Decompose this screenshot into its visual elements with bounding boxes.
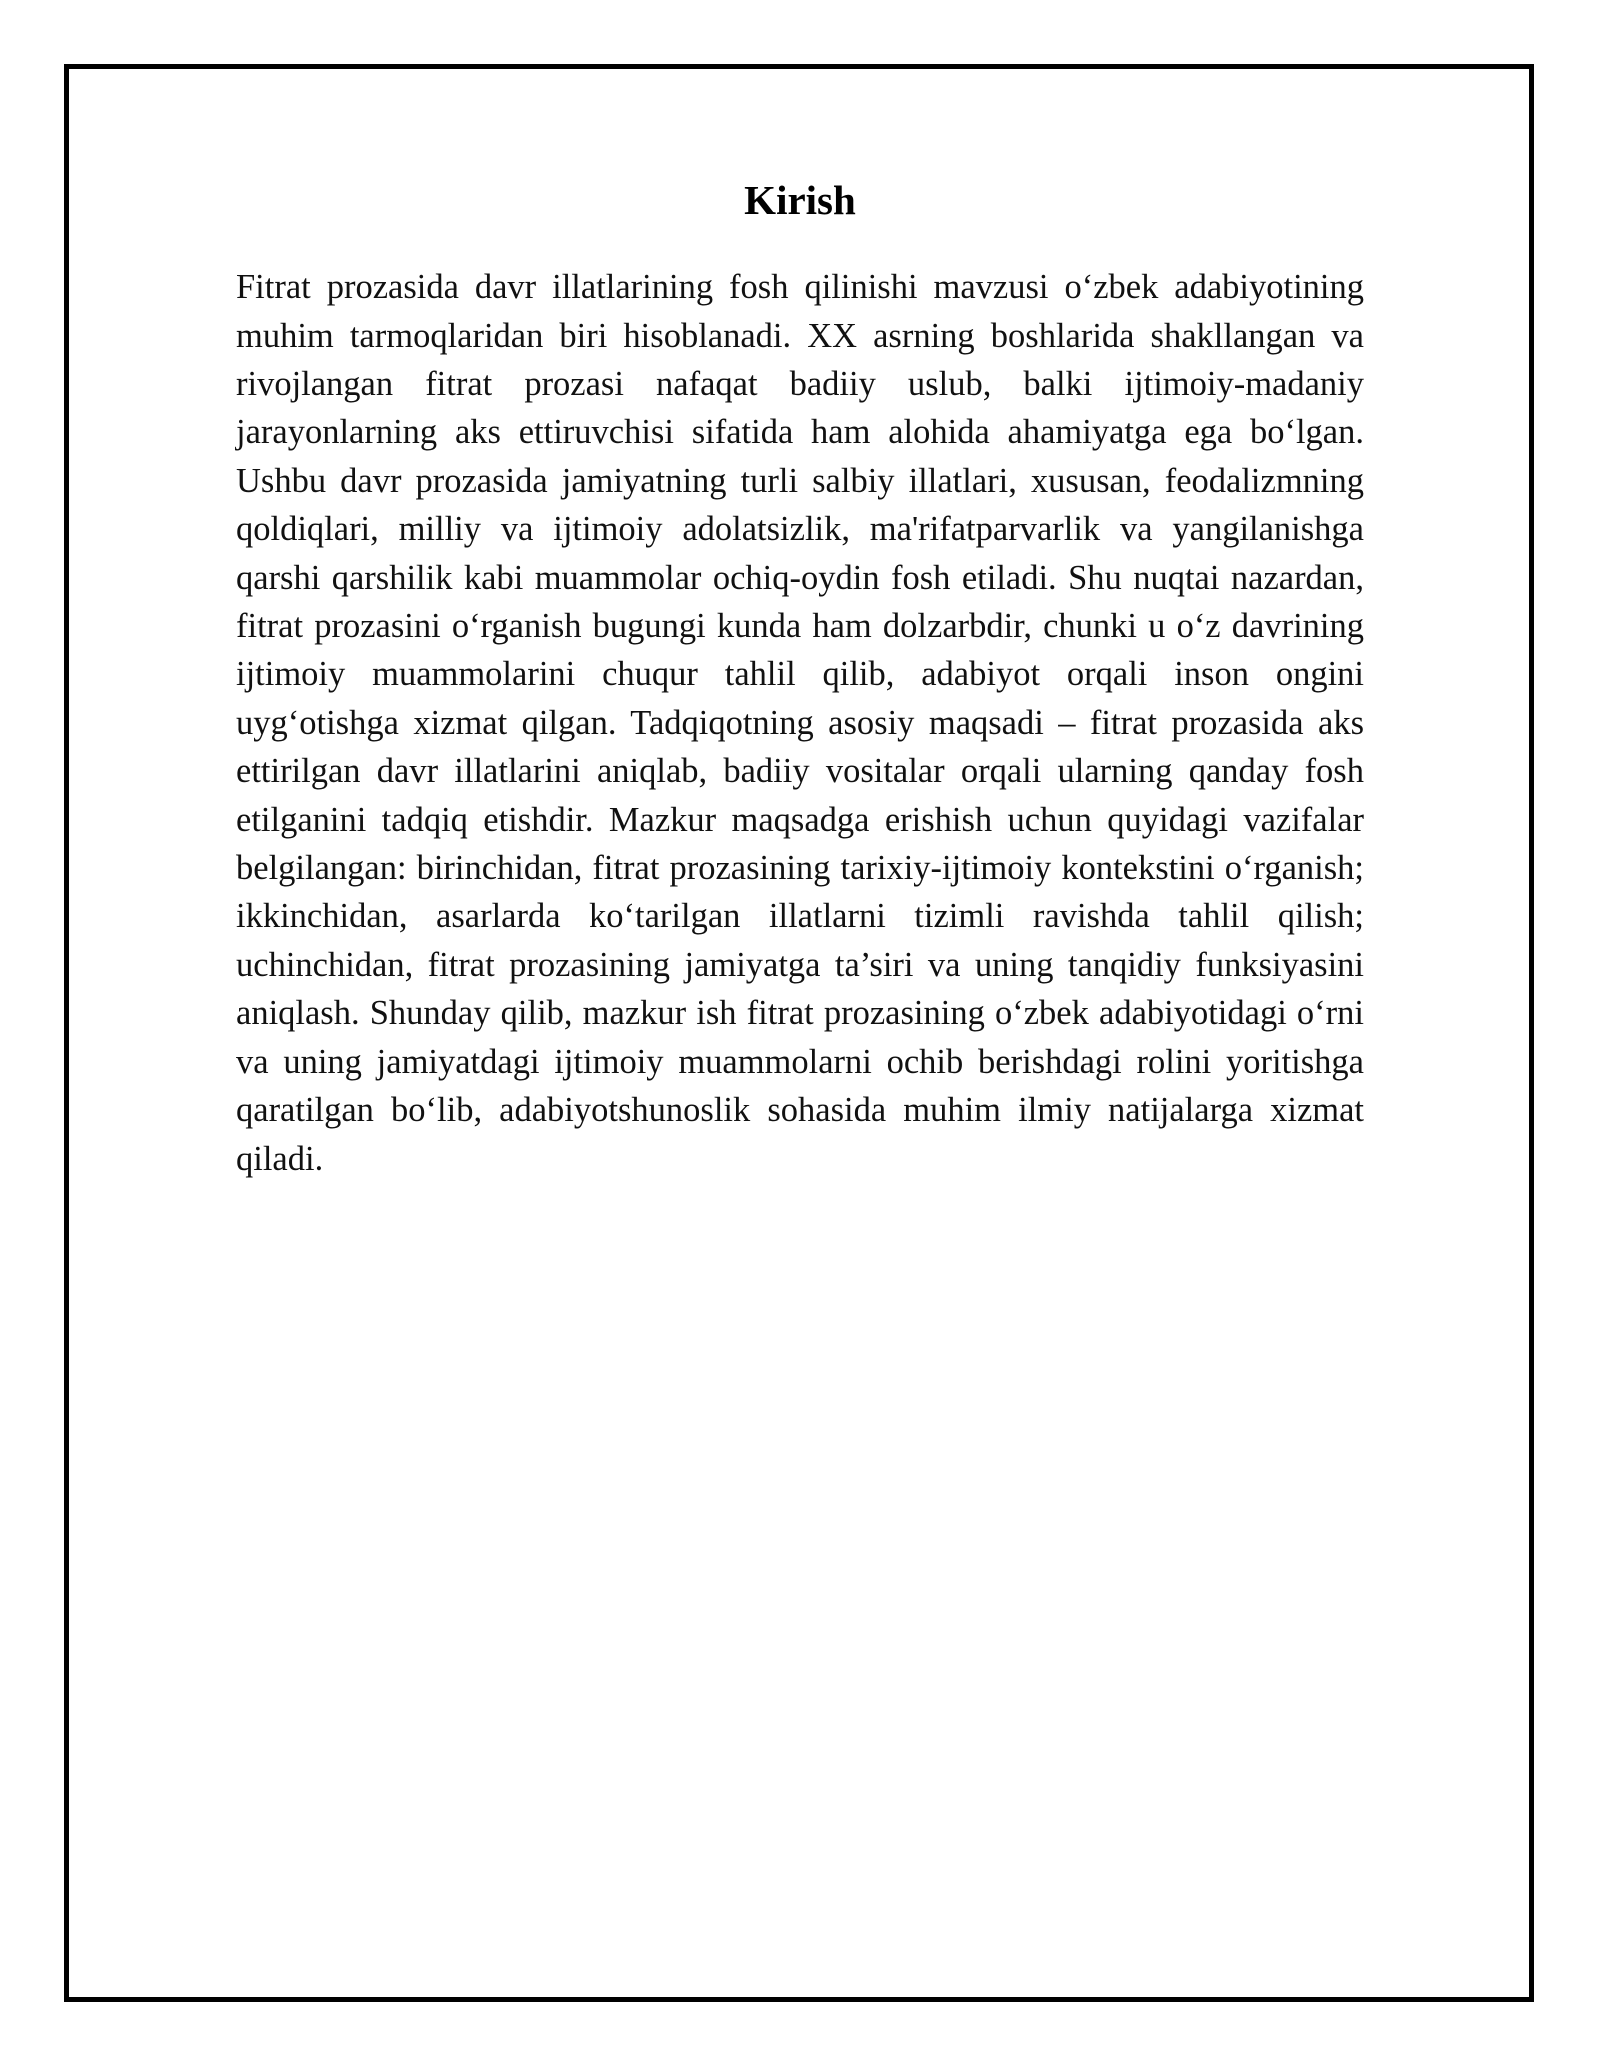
page-title: Kirish [744,177,856,223]
body-paragraph: Fitrat prozasida davr illatlarining fosh qilinishi mavzusi o‘zbek adabiyotining muhim tarmoqlaridan biri hisoblanadi. XX asrning boshlarida shakllangan va rivojlangan fitrat prozasi nafaqat badiiy uslub, balki ijtimoiy-madaniy jarayonlarning aks ettiruvchisi sifatida ham alohida ahamiyatga ega bo‘lgan. Ushbu davr prozasida jamiyatning turli salbiy illatlari, xususan, feodalizmning qoldiqlari, milliy va ijtimoiy adolatsizlik, ma'rifatparvarlik va yangilanishga qarshi qarshilik kabi muammolar ochiq-oydin fosh etiladi. Shu nuqtai nazardan, fitrat prozasini o‘rganish bugungi kunda ham dolzarbdir, chunki u o‘z davrining ijtimoiy muammolarini chuqur tahlil qilib, adabiyot orqali inson ongini uyg‘otishga xizmat qilgan. Tadqiqotning asosiy maqsadi – fitrat prozasida aks ettirilgan davr illatlarini aniqlab, badiiy vositalar orqali ularning qanday fosh etilganini tadqiq etishdir. Mazkur maqsadga erishish uchun quyidagi vazifalar belgilangan: birinchidan, fitrat prozasining tarixiy-ijtimoiy kontekstini o‘rganish; ikkinchidan, asarlarda ko‘tarilgan illatlarni tizimli ravishda tahlil qilish; uchinchidan, fitrat prozasining jamiyatga ta’siri va uning tanqidiy funksiyasini aniqlash. Shunday qilib, mazkur ish fitrat prozasining o‘zbek adabiyotidagi o‘rni va uning jamiyatdagi ijtimoiy muammolarni ochib berishdagi rolini yoritishga qaratilgan bo‘lib, adabiyotshunoslik sohasida muhim ilmiy natijalarga xizmat qiladi. [236,268,1364,1178]
document-content [236,176,1364,1183]
